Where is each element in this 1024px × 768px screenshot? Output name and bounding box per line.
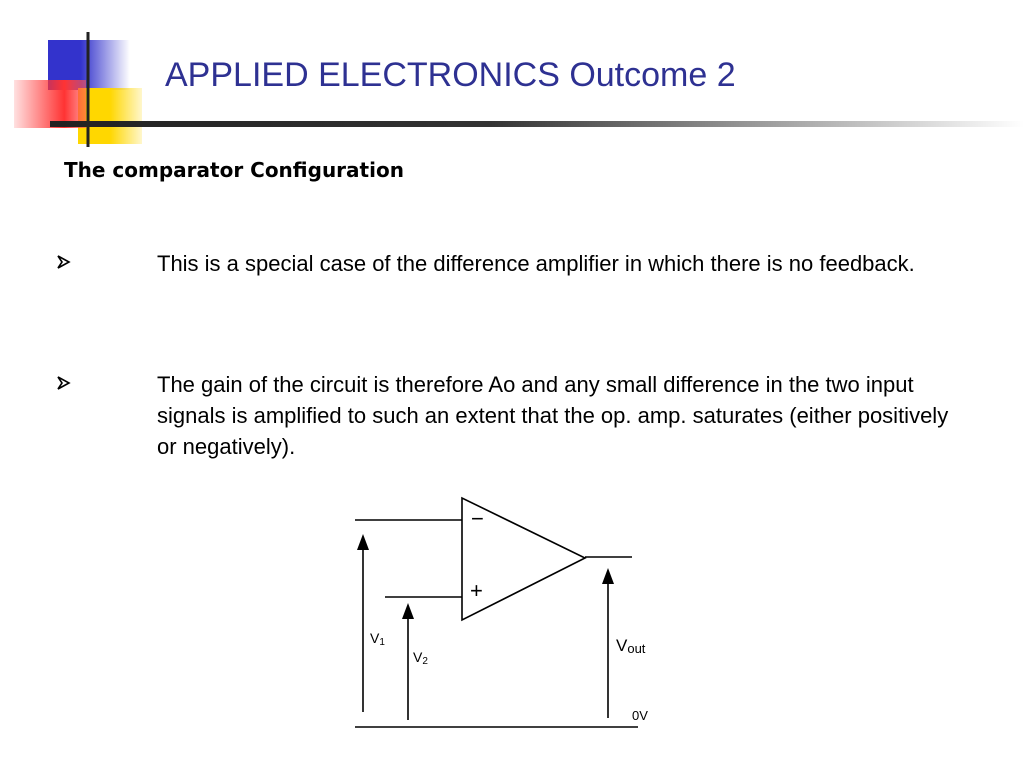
decorative-logo (0, 0, 160, 150)
comparator-circuit-diagram (340, 490, 660, 740)
arrowhead-bullet-icon (56, 254, 72, 270)
title-underline (50, 121, 1024, 127)
vout-label: Vout (616, 636, 646, 656)
arrowhead-bullet-icon (56, 375, 72, 391)
bullet-text: The gain of the circuit is therefore Ao and any small difference in the two input signals is amplified to such an extent that the op. amp. saturates (either positively or negatively). (157, 372, 949, 459)
section-heading: The comparator Configuration (64, 158, 404, 182)
ground-label: 0V (632, 708, 648, 723)
inverting-input-symbol: − (471, 506, 484, 531)
v1-label: V1 (370, 630, 385, 648)
v1-arrowhead (357, 534, 369, 550)
vout-arrowhead (602, 568, 614, 584)
v2-label: V2 (413, 649, 428, 667)
non-inverting-input-symbol: + (470, 578, 483, 603)
bullet-text: This is a special case of the difference amplifier in which there is no feedback. (157, 251, 915, 276)
slide-title: APPLIED ELECTRONICS Outcome 2 (165, 56, 736, 94)
v2-arrowhead (402, 603, 414, 619)
